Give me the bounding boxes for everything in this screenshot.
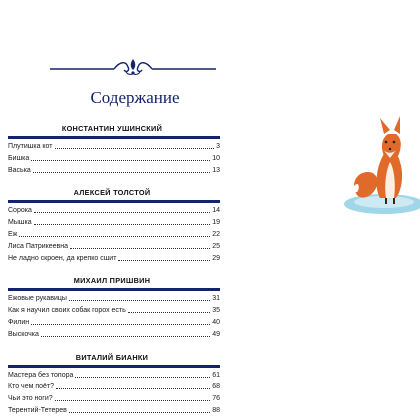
- dot-leader: [33, 172, 210, 173]
- dot-leader: [19, 236, 210, 237]
- toc-entry[interactable]: [8, 405, 220, 415]
- dot-leader: [75, 377, 210, 378]
- entry-title: Плутишка кот: [8, 143, 53, 150]
- dot-leader: [69, 412, 210, 413]
- entry-page-number: 88: [212, 407, 220, 414]
- entry-title: Кто чем поёт?: [8, 383, 55, 391]
- dot-leader: [118, 260, 210, 261]
- entry-page-number: 10: [212, 154, 220, 162]
- section-divider: [8, 136, 220, 139]
- entry-page-number: 76: [212, 395, 220, 403]
- toc-entry[interactable]: [8, 165, 220, 175]
- section-author: КОНСТАНТИН УШИНСКИЙ: [61, 124, 163, 133]
- toc-entry[interactable]: [8, 305, 220, 315]
- entry-page-number: 3: [216, 143, 220, 150]
- toc-entry[interactable]: [8, 293, 220, 303]
- section-divider: [8, 288, 220, 291]
- entry-page-number: 29: [212, 254, 220, 262]
- entry-title: Сорока: [8, 207, 32, 215]
- toc-entry[interactable]: [8, 241, 220, 251]
- dot-leader: [34, 224, 211, 225]
- dot-leader: [70, 248, 210, 249]
- contents-heading: Содержание: [90, 88, 180, 107]
- section-author: МИХАИЛ ПРИШВИН: [73, 276, 151, 286]
- entry-page-number: 13: [212, 166, 220, 174]
- entry-title: Васька: [8, 166, 31, 174]
- entry-page-number: 40: [212, 319, 220, 326]
- section-divider: [8, 200, 220, 203]
- entry-title: Бишка: [8, 154, 30, 162]
- entry-page-number: 68: [212, 383, 220, 391]
- entry-title: Как я научил своих собак горох есть: [8, 307, 126, 315]
- entry-title: Чьи это ноги?: [8, 395, 53, 403]
- dot-leader: [55, 148, 215, 149]
- toc-entry[interactable]: [8, 253, 220, 263]
- toc-entry[interactable]: [8, 217, 220, 227]
- section-author: АЛЕКСЕЙ ТОЛСТОЙ: [73, 188, 151, 198]
- dot-leader: [31, 160, 210, 161]
- entry-page-number: 31: [212, 295, 220, 303]
- entry-title: Филин: [8, 319, 30, 326]
- entry-title: Лиса Патрикеевна: [8, 242, 69, 250]
- section-author: ВИТАЛИЙ БИАНКИ: [75, 352, 149, 362]
- toc-entry[interactable]: [8, 205, 220, 215]
- dot-leader: [56, 388, 210, 389]
- dot-leader: [128, 312, 210, 313]
- toc-entry[interactable]: [8, 141, 220, 151]
- entry-title: Еж: [8, 231, 18, 238]
- toc-entry[interactable]: [8, 153, 220, 163]
- entry-title: Мастера без топора: [8, 371, 74, 379]
- section-divider: [8, 365, 220, 368]
- fox-icon: [340, 108, 420, 218]
- entry-title: Выскочка: [8, 330, 39, 338]
- entry-page-number: 25: [212, 242, 220, 250]
- entry-page-number: 14: [212, 207, 220, 215]
- dot-leader: [69, 300, 210, 301]
- entry-page-number: 19: [212, 219, 220, 227]
- toc-entry[interactable]: [8, 381, 220, 391]
- entry-page-number: 22: [212, 231, 220, 238]
- toc-entry[interactable]: [8, 329, 220, 339]
- toc-entry[interactable]: [8, 317, 220, 327]
- entry-title: Терентий-Тетерев: [8, 407, 67, 414]
- entry-page-number: 35: [212, 307, 220, 315]
- toc-entry[interactable]: [8, 370, 220, 380]
- toc-entry[interactable]: [8, 393, 220, 403]
- dot-leader: [34, 212, 210, 213]
- entry-page-number: 61: [212, 371, 220, 379]
- dot-leader: [41, 336, 210, 337]
- toc-entry[interactable]: [8, 229, 220, 239]
- dot-leader: [55, 400, 211, 401]
- entry-title: Мышка: [8, 219, 32, 227]
- entry-title: Не ладно скроен, да крепко сшит: [8, 254, 117, 262]
- entry-page-number: 49: [212, 330, 220, 338]
- entry-title: Ежовые рукавицы: [8, 295, 67, 303]
- dot-leader: [31, 324, 210, 325]
